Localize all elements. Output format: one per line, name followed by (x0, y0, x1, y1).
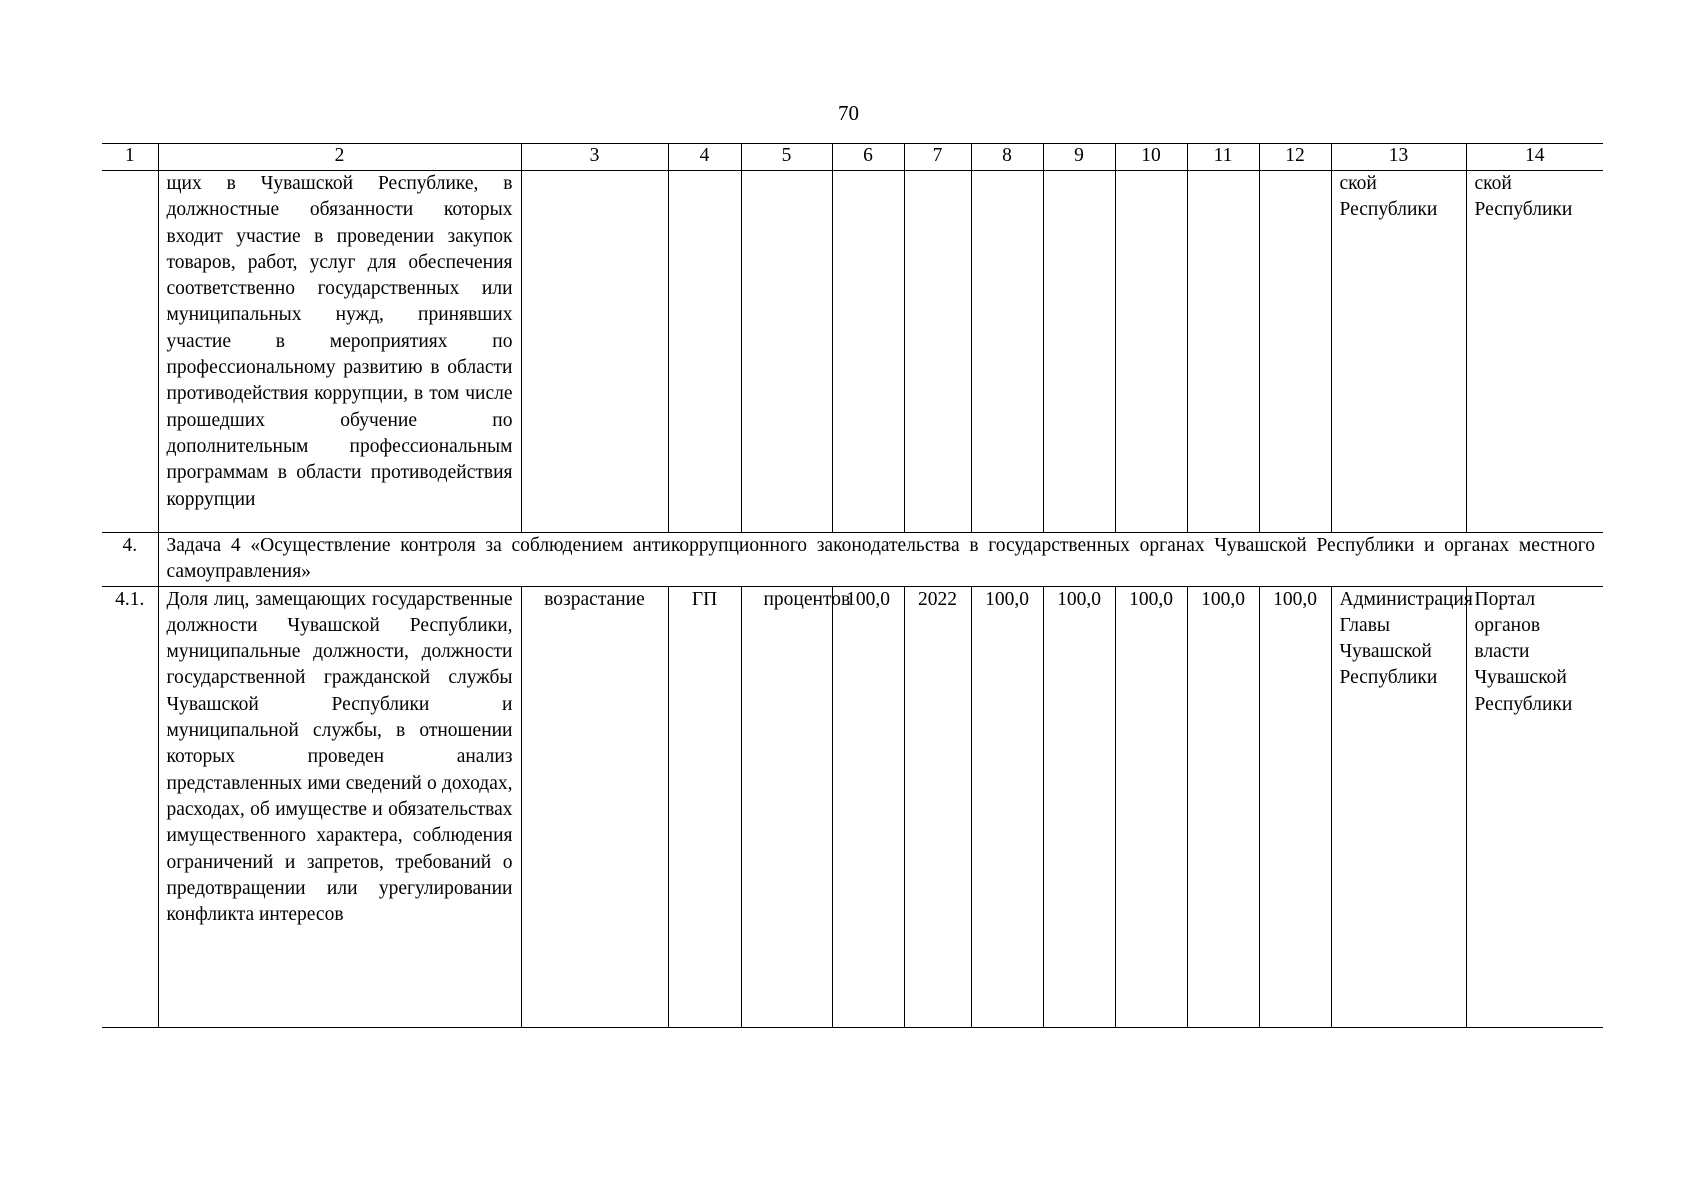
column-number-row (102, 144, 1603, 171)
indicator-number-cell: 4.1. (102, 586, 158, 1027)
indicator-text-cell: щих в Чувашской Республике, в должностные обязанности которых входит участие в проведении закупок товаров, работ, услуг для обеспечения соответственно государственных или муниципальных нужд, принявших участие в мероприятиях по профессиональному развитию в области противодействия коррупции, в том числе прошедших обучение по дополнительным профессиональным программам в области противодействия коррупции (158, 171, 521, 533)
column-number-cell: 2 (158, 144, 521, 171)
column-number-cell: 10 (1115, 144, 1187, 171)
empty-cell (1259, 171, 1331, 533)
base-year-cell: 2022 (904, 586, 971, 1027)
empty-cell (904, 171, 971, 533)
value-cell: 100,0 (1115, 586, 1187, 1027)
task-row (102, 533, 1603, 587)
column-number-cell: 13 (1331, 144, 1466, 171)
value-cell: 100,0 (1259, 586, 1331, 1027)
empty-cell (668, 171, 741, 533)
value-cell: 100,0 (971, 586, 1043, 1027)
empty-cell (832, 171, 904, 533)
column-number-cell: 1 (102, 144, 158, 171)
unit-cell: процентов (741, 586, 832, 1027)
column-number-cell: 14 (1466, 144, 1603, 171)
empty-cell (971, 171, 1043, 533)
indicators-table (102, 143, 1603, 1028)
column-number-cell: 9 (1043, 144, 1115, 171)
task-title-cell: Задача 4 «Осуществление контроля за соблюдением антикоррупционного законодательства в государственных органах Чувашской Республики и органах местного самоуправления» (158, 533, 1603, 587)
indicator-text-cell: Доля лиц, замещающих государственные должности Чувашской Республики, муниципальные должности, должности государственной гражданской службы Чувашской Республики и муниципальной службы, в отношении которых проведен анализ представленных ими сведений о доходах, расходах, об имуществе и обязательствах имущественного характера, соблюдения ограничений и запретов, требований о предотвращении или урегулировании конфликта интересов (158, 586, 521, 1027)
column-number-cell: 7 (904, 144, 971, 171)
column-number-cell: 4 (668, 144, 741, 171)
value-cell: 100,0 (1043, 586, 1115, 1027)
indicator-row-4-1 (102, 586, 1603, 1027)
empty-cell (1115, 171, 1187, 533)
source-cell: ской Республики (1466, 171, 1603, 533)
continuation-row (102, 171, 1603, 533)
column-number-cell: 12 (1259, 144, 1331, 171)
empty-cell (521, 171, 668, 533)
trend-cell: возрастание (521, 586, 668, 1027)
task-number-cell: 4. (102, 533, 158, 587)
row-number-cell (102, 171, 158, 533)
column-number-cell: 5 (741, 144, 832, 171)
value-cell: 100,0 (1187, 586, 1259, 1027)
empty-cell (1043, 171, 1115, 533)
page-number: 70 (838, 101, 859, 125)
responsible-cell: ской Республики (1331, 171, 1466, 533)
base-value-cell: 100,0 (832, 586, 904, 1027)
column-number-cell: 11 (1187, 144, 1259, 171)
responsible-cell: Администрация Главы Чувашской Республики (1331, 586, 1466, 1027)
type-cell: ГП (668, 586, 741, 1027)
source-cell: Портал органов власти Чувашской Республики (1466, 586, 1603, 1027)
column-number-cell: 3 (521, 144, 668, 171)
empty-cell (1187, 171, 1259, 533)
column-number-cell: 6 (832, 144, 904, 171)
empty-cell (741, 171, 832, 533)
column-number-cell: 8 (971, 144, 1043, 171)
